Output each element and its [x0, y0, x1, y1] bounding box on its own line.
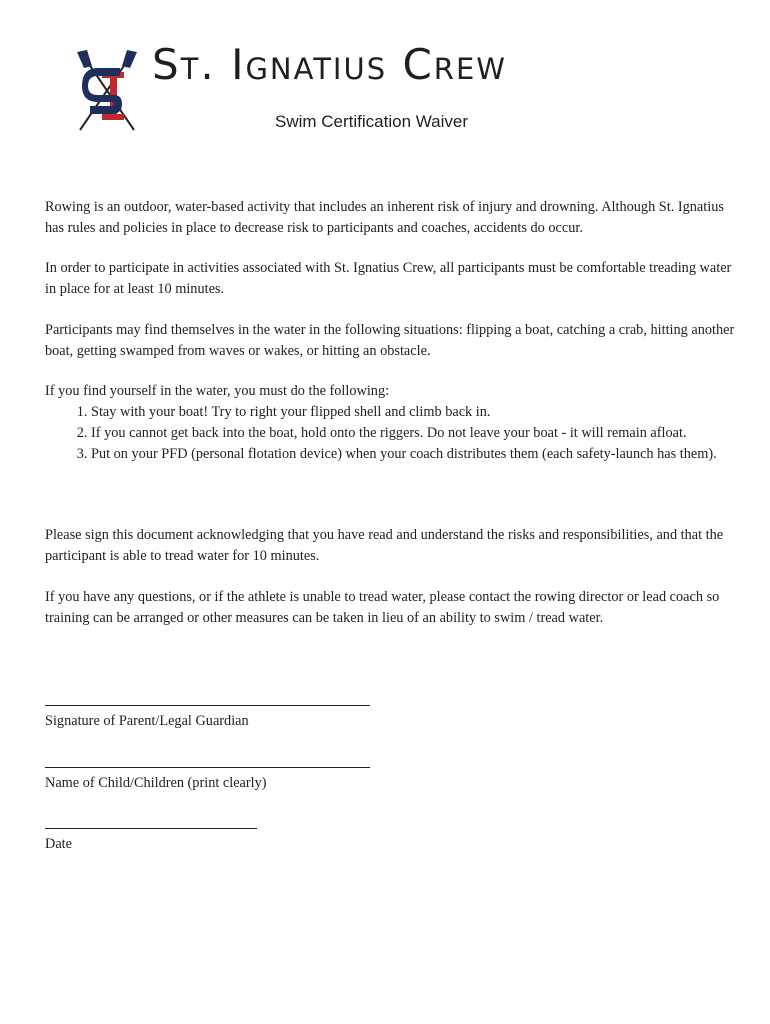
parent-signature-label: Signature of Parent/Legal Guardian — [45, 713, 249, 729]
paragraph-instructions: If you find yourself in the water, you must do the following: 1. Stay with your boat! Try to right your flipped shell and climb back in. 2. If you cannot get back into the boat, hold onto the riggers. Do not leave your boat - it will remain afloat. 3. Put on your PFD (personal flotation device) when your coach distributes them (each safety-launch has them). — [45, 381, 735, 465]
signature-line[interactable] — [45, 828, 257, 829]
instruction-list — [45, 402, 735, 465]
child-name-label: Name of Child/Children (print clearly) — [45, 775, 267, 791]
signature-line[interactable] — [45, 705, 370, 706]
list-item: 1. Stay with your boat! Try to right your flipped shell and climb back in. — [91, 402, 735, 423]
crossed-oars-si-logo — [74, 48, 140, 134]
child-name-field[interactable] — [45, 767, 370, 792]
org-title: St. Ignatius Crew — [152, 40, 507, 89]
date-field[interactable] — [45, 828, 257, 853]
date-label: Date — [45, 836, 72, 852]
document-title: Swim Certification Waiver — [275, 112, 469, 131]
paragraph-acknowledgement: Please sign this document acknowledging that you have read and understand the risks and responsibilities, and that the participant is able to tread water for 10 minutes. — [45, 527, 724, 564]
paragraph-questions: If you have any questions, or if the athlete is unable to tread water, please contact the rowing director or lead coach so training can be arranged or other measures can be taken in lieu of an ability to swim / tread water. — [45, 589, 720, 626]
list-item: 2. If you cannot get back into the boat, hold onto the riggers. Do not leave your boat - it will remain afloat. — [91, 423, 735, 444]
paragraph-risk: Rowing is an outdoor, water-based activity that includes an inherent risk of injury and drowning. Although St. Ignatius has rules and policies in place to decrease risk to participants and coaches, accidents do occur. — [45, 199, 724, 236]
paragraph-situations: Participants may find themselves in the water in the following situations: flipping a boat, catching a crab, hitting another boat, getting swamped from waves or wakes, or hitting an obstacle. — [45, 322, 735, 359]
paragraph-requirement: In order to participate in activities associated with St. Ignatius Crew, all participants must be comfortable treading water in place for at least 10 minutes. — [45, 260, 732, 297]
parent-signature-field[interactable] — [45, 705, 370, 730]
signature-line[interactable] — [45, 767, 370, 768]
list-item: 3. Put on your PFD (personal flotation device) when your coach distributes them (each safety-launch has them). — [91, 444, 735, 465]
